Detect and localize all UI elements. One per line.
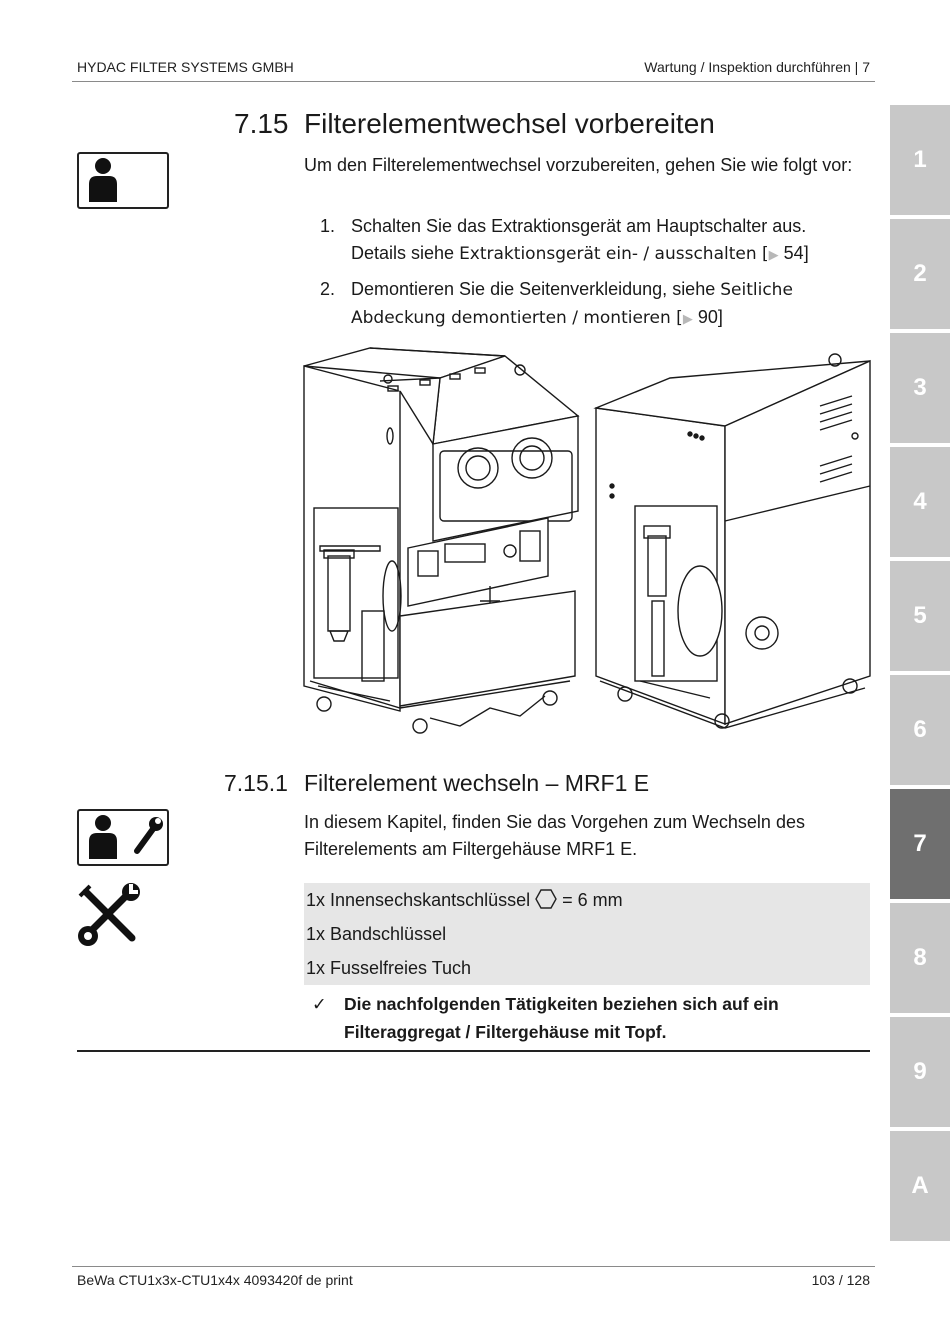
chapter-tab-2[interactable]: 2 [890,219,950,329]
chapter-tabs [890,105,950,1245]
header-company: HYDAC FILTER SYSTEMS GMBH [77,59,294,75]
subsection-heading [224,770,649,797]
tools-table [304,883,870,985]
device-illustration [300,336,875,746]
section-number: 7.15 [234,108,289,139]
footer-page-number: 103 / 128 [811,1272,870,1288]
table-row [304,951,870,985]
chapter-tab-5[interactable]: 5 [890,561,950,671]
subsection-number: 7.15.1 [224,770,288,796]
step-number: 2. [320,279,336,299]
chapter-tab-4[interactable]: 4 [890,447,950,557]
precondition-text: Die nachfolgenden Tätigkeiten beziehen sich auf ein Filteraggregat / Filtergehäuse mit Topf. [344,994,779,1042]
chapter-tab-a[interactable]: A [890,1131,950,1241]
list-item [320,276,865,332]
person-icon [77,152,169,209]
tools-icon [76,882,142,953]
chapter-tab-9[interactable]: 9 [890,1017,950,1127]
step-page[interactable]: 90] [692,307,723,327]
header-rule [72,81,875,82]
table-row [304,883,870,917]
section-heading [234,108,715,140]
triangle-right-icon: ▶ [768,247,779,262]
section-intro: Um den Filterelementwechsel vorzubereiten, gehen Sie wie folgt vor: [304,155,853,175]
hexagon-icon [535,889,557,909]
chapter-tab-8[interactable]: 8 [890,903,950,1013]
table-row [304,917,870,951]
triangle-right-icon: ▶ [682,311,693,326]
step-text: Demontieren Sie die Seitenverkleidung, siehe [351,279,721,299]
list-item [320,213,865,268]
tool-text: 1x Innensechskantschlüssel [306,890,536,910]
checkmark-icon: ✓ [312,994,327,1014]
step-link[interactable]: Extraktionsgerät ein- / ausschalten [ [459,244,769,264]
step-number: 1. [320,216,336,236]
person-wrench-icon [77,809,169,866]
chapter-tab-7[interactable]: 7 [890,789,950,899]
section-end-rule [77,1050,870,1052]
subsection-title: Filterelement wechseln – MRF1 E [304,770,650,796]
precondition [312,990,867,1046]
step-page[interactable]: 54] [778,243,809,263]
subsection-intro: In diesem Kapitel, finden Sie das Vorgehen zum Wechseln des Filterelements am Filtergehäuse MRF1 E. [304,812,805,859]
step-link[interactable]: Seitliche Abdeckung demontierten / montieren [ [351,280,793,328]
header-chapter: Wartung / Inspektion durchführen | 7 [644,59,870,75]
tool-text: 1x Bandschlüssel [306,924,447,944]
section-title: Filterelementwechsel vorbereiten [304,108,715,139]
chapter-tab-3[interactable]: 3 [890,333,950,443]
step-text: Schalten Sie das Extraktionsgerät am Hauptschalter aus. Details siehe [351,216,807,263]
chapter-tab-6[interactable]: 6 [890,675,950,785]
step-list [320,213,865,340]
footer-document-id: BeWa CTU1x3x-CTU1x4x 4093420f de print [77,1272,353,1288]
footer-rule [72,1266,875,1267]
tool-text: 1x Fusselfreies Tuch [306,958,472,978]
tool-size: = 6 mm [557,890,623,910]
chapter-tab-1[interactable]: 1 [890,105,950,215]
